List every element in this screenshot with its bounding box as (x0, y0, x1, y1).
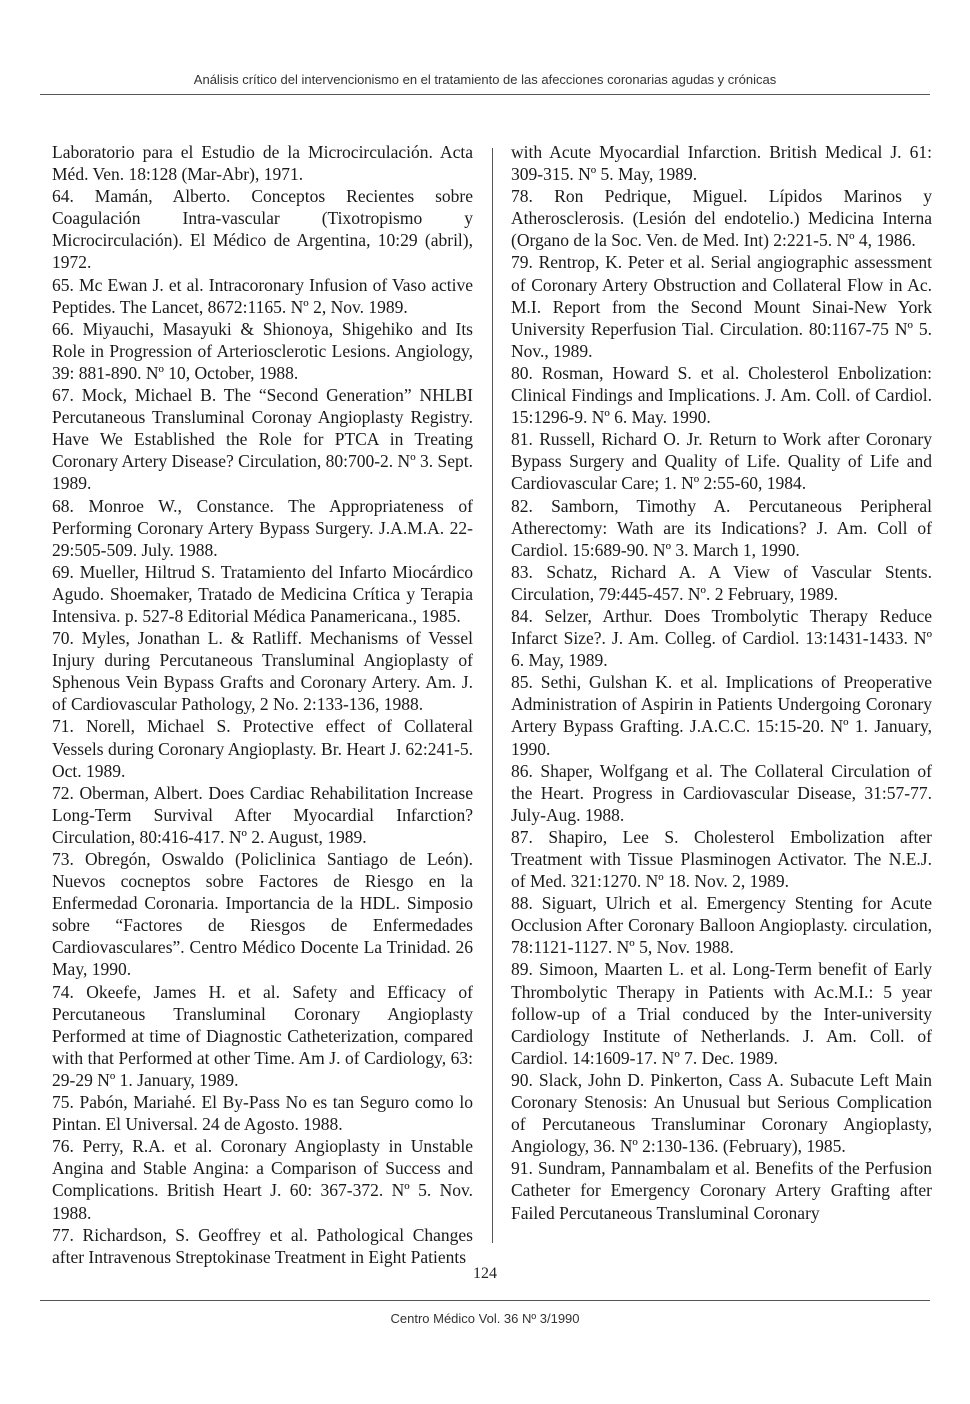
reference-entry: 75. Pabón, Mariahé. El By-Pass No es tan Seguro como lo Pintan. El Universal. 24 de Agosto. 1988. (52, 1092, 473, 1135)
right-column (511, 141, 932, 1224)
reference-entry: 74. Okeefe, James H. et al. Safety and Efficacy of Percutaneous Transluminal Coronary Angioplasty Performed at time of Diagnostic Catheterization, compared with that Performed at other Time. Am J. of Cardiology, 63: 29-29 Nº 1. January, 1989. (52, 981, 473, 1090)
running-title: Análisis crítico del intervencionismo en el tratamiento de las afecciones coronarias agudas y crónicas (193, 72, 777, 87)
reference-entry: with Acute Myocardial Infarction. British Medical J. 61: 309-315. Nº 5. May, 1989. (511, 142, 932, 185)
reference-entry: 78. Ron Pedrique, Miguel. Lípidos Marinos y Atherosclerosis. (Lesión del endotelio.) Medicina Interna (Organo de la Soc. Ven. de Med. Int) 2:221-5. Nº 4, 1986. (511, 186, 932, 251)
footer-rule (40, 1300, 930, 1301)
left-column (52, 141, 473, 1268)
reference-entry: 80. Rosman, Howard S. et al. Cholesterol Enbolization: Clinical Findings and Implications. J. Am. Coll. of Cardiol. 15:1296-9. Nº 6. May. 1990. (511, 362, 932, 428)
reference-entry: 79. Rentrop, K. Peter et al. Serial angiographic assessment of Coronary Artery Obstruction and Collateral Flow in Ac. M.I. Report from the Second Mount Sinai-New York University Reperfusion Tial. Circulation. 80:1167-75 Nº 5. Nov., 1989. (511, 252, 932, 361)
reference-entry: 65. Mc Ewan J. et al. Intracoronary Infusion of Vaso active Peptides. The Lancet, 8672:1165. Nº 2, Nov. 1989. (52, 274, 473, 317)
reference-entry: 64. Mamán, Alberto. Conceptos Recientes sobre Coagulación Intra-vascular (Tixotropismo y Microcirculación). El Médico de Argentina, 10:29 (abril), 1972. (52, 186, 473, 273)
reference-entry: 66. Miyauchi, Masayuki & Shionoya, Shigehiko and Its Role in Progression of Arteriosclerotic Lesions. Angiology, 39: 881-890. Nº 10, October, 1988. (52, 318, 473, 383)
reference-entry: 87. Shapiro, Lee S. Cholesterol Embolization after Treatment with Tissue Plasminogen Activator. The N.E.J. of Med. 321:1270. Nº 18. Nov. 2, 1989. (511, 826, 932, 892)
reference-entry: 83. Schatz, Richard A. A View of Vascular Stents. Circulation, 79:445-457. Nº. 2 February, 1989. (511, 561, 932, 604)
reference-entry: 68. Monroe W., Constance. The Appropriateness of Performing Coronary Artery Bypass Surgery. J.A.M.A. 22-29:505-509. July. 1988. (52, 495, 473, 560)
header-rule (40, 94, 930, 95)
reference-entry: Laboratorio para el Estudio de la Microcirculación. Acta Méd. Ven. 18:128 (Mar-Abr), 1971. (52, 142, 473, 185)
reference-entry: 69. Mueller, Hiltrud S. Tratamiento del Infarto Miocárdico Agudo. Shoemaker, Tratado de Medicina Crítica y Terapia Intensiva. p. 527-8 Editorial Médica Panamericana., 1985. (52, 561, 473, 626)
reference-entry: 81. Russell, Richard O. Jr. Return to Work after Coronary Bypass Surgery and Quality of Life. Quality of Life and Cardiovascular Care; 1. Nº 2:55-60, 1984. (511, 429, 932, 494)
column-divider (492, 148, 493, 1243)
reference-entry: 77. Richardson, S. Geoffrey et al. Pathological Changes after Intravenous Streptokinase Treatment in Eight Patients (52, 1224, 473, 1267)
reference-entry: 72. Oberman, Albert. Does Cardiac Rehabilitation Increase Long-Term Survival After Myocardial Infarction? Circulation, 80:416-417. Nº 2. August, 1989. (52, 782, 473, 847)
reference-entry: 88. Siguart, Ulrich et al. Emergency Stenting for Acute Occlusion After Coronary Balloon Angioplasty. circulation, 78:1121-1127. Nº 5, Nov. 1988. (511, 893, 932, 958)
reference-entry: 82. Samborn, Timothy A. Percutaneous Peripheral Atherectomy: Wath are its Indications? J. Am. Coll of Cardiol. 15:689-90. Nº 3. March 1, 1990. (511, 495, 932, 560)
reference-entry: 73. Obregón, Oswaldo (Policlinica Santiago de León). Nuevos cocneptos sobre Factores de Riesgo en la Enfermedad Coronaria. Importancia de la HDL. Simposio sobre “Factores de Riesgos de Enfermedades Cardiovasculares”. Centro Médico Docente La Trinidad. 26 May, 1990. (52, 849, 473, 980)
reference-entry: 84. Selzer, Arthur. Does Trombolytic Therapy Reduce Infarct Size?. J. Am. Colleg. of Cardiol. 13:1431-1433. Nº 6. May, 1989. (511, 605, 932, 671)
reference-entry: 70. Myles, Jonathan L. & Ratliff. Mechanisms of Vessel Injury during Percutaneous Transluminal Angioplasty of Sphenous Vein Bypass Grafts and Coronary Artery. Am. J. of Cardiovascular Pathology, 2 No. 2:133-136, 1988. (52, 628, 473, 715)
reference-entry: 85. Sethi, Gulshan K. et al. Implications of Preoperative Administration of Aspirin in Patients Undergoing Coronary Artery Bypass Grafting. J.A.C.C. 15:15-20. Nº 1. January, 1990. (511, 672, 932, 759)
reference-entry: 89. Simoon, Maarten L. et al. Long-Term benefit of Early Thrombolytic Therapy in Patients with Ac.M.I.: 5 year follow-up of a Trial conduced by the Inter-university Cardiology Institute of Netherlands. J. Am. Coll. of Cardiol. 14:1609-17. Nº 7. Dec. 1989. (511, 959, 932, 1068)
journal-footer: Centro Médico Vol. 36 Nº 3/1990 (390, 1311, 580, 1326)
page-number: 124 (473, 1265, 497, 1282)
reference-entry: 90. Slack, John D. Pinkerton, Cass A. Subacute Left Main Coronary Stenosis: An Unusual but Serious Complication of Percutaneous Transluminar Coronary Angioplasty, Angiology, 36. Nº 2:130-136. (February), 1985. (511, 1069, 932, 1157)
reference-entry: 86. Shaper, Wolfgang et al. The Collateral Circulation of the Heart. Progress in Cardiovascular Disease, 31:57-77. July-Aug. 1988. (511, 760, 932, 825)
reference-entry: 67. Mock, Michael B. The “Second Generation” NHLBI Percutaneous Transluminal Coronay Angioplasty Registry. Have We Established the Role for PTCA in Treating Coronary Artery Disease? Circulation, 80:700-2. Nº 3. Sept. 1989. (52, 385, 473, 494)
reference-entry: 76. Perry, R.A. et al. Coronary Angioplasty in Unstable Angina and Stable Angina: a Comparison of Success and Complications. British Heart J. 60: 367-372. Nº 5. Nov. 1988. (52, 1136, 473, 1223)
reference-entry: 91. Sundram, Pannambalam et al. Benefits of the Perfusion Catheter for Emergency Coronary Artery Grafting after Failed Percutaneous Transluminal Coronary (511, 1158, 932, 1223)
reference-entry: 71. Norell, Michael S. Protective effect of Collateral Vessels during Coronary Angioplasty. Br. Heart J. 62:241-5. Oct. 1989. (52, 716, 473, 781)
